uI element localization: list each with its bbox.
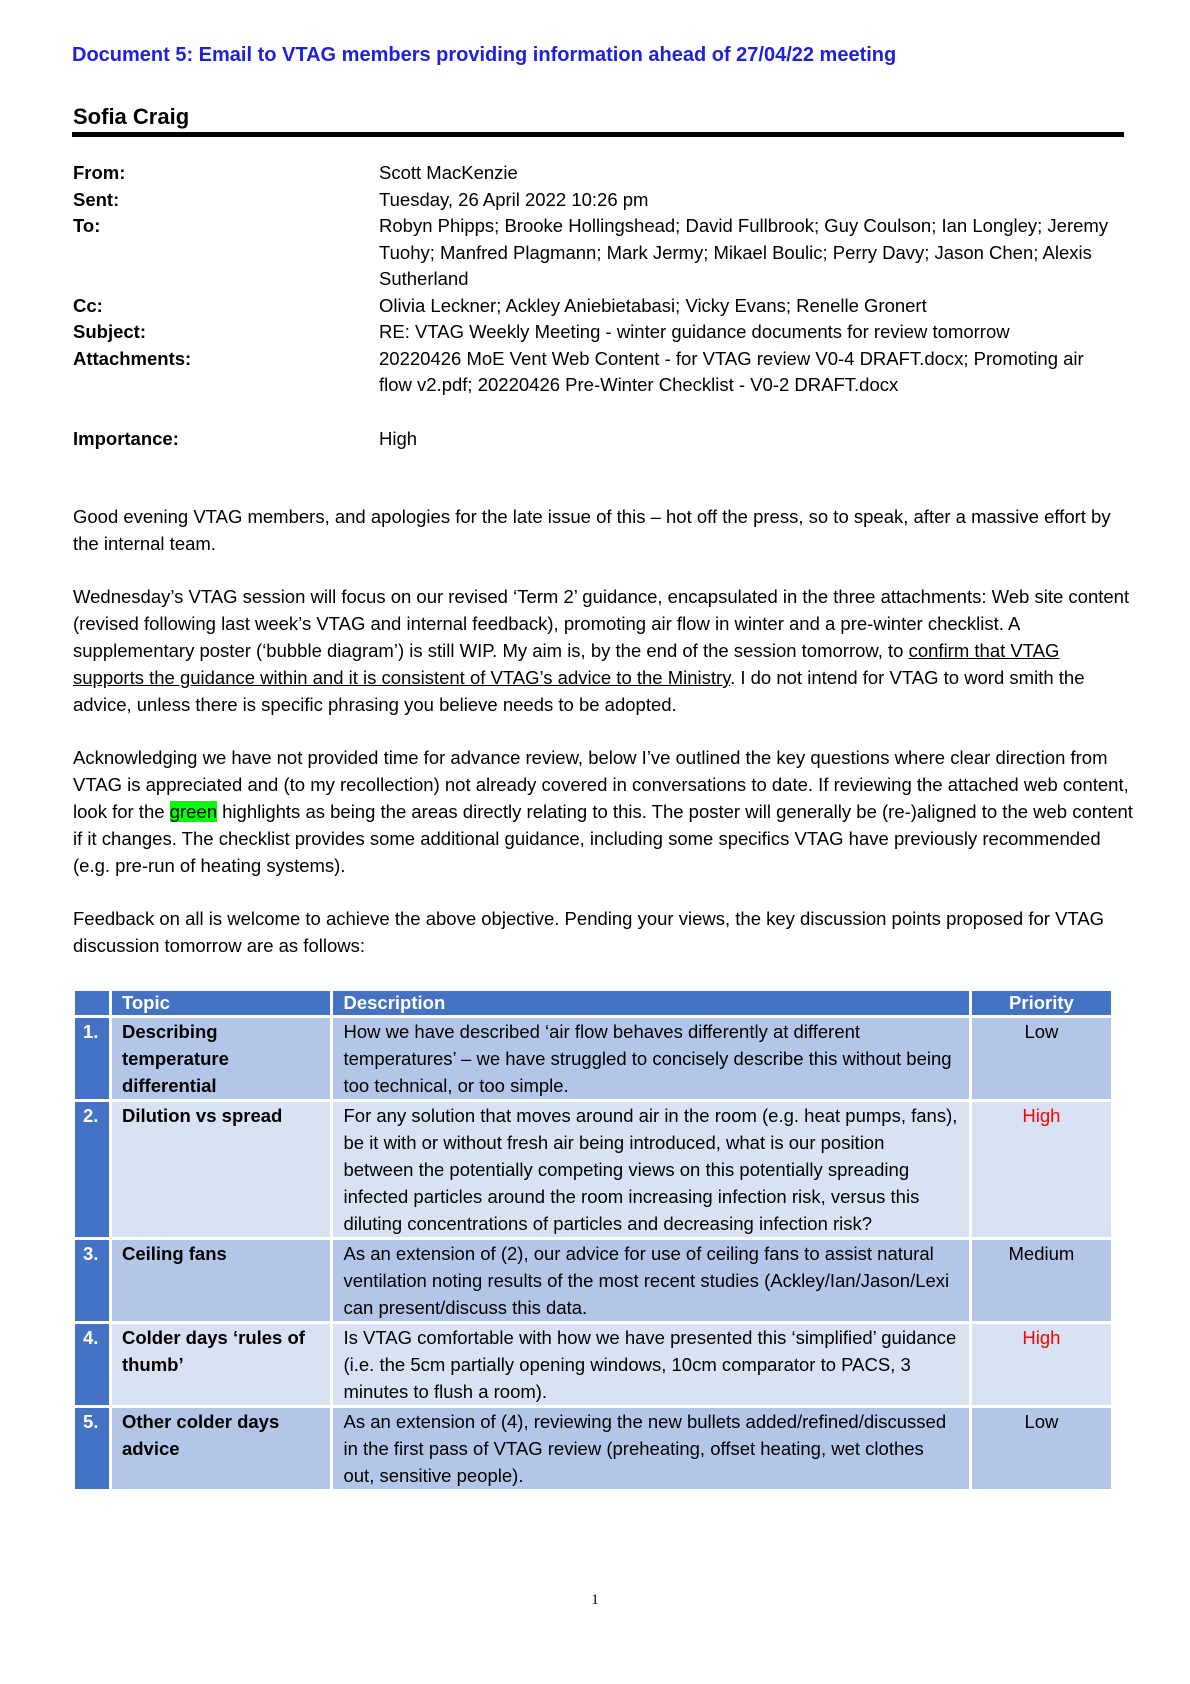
header-description: Description: [333, 991, 968, 1015]
row-priority: Medium: [972, 1240, 1111, 1321]
subject-label: Subject:: [73, 321, 146, 342]
discussion-points-table: [72, 988, 1114, 1492]
p3-text-b: highlights as being the areas directly relating to this. The poster will generally be (re-)aligned to the web content if it changes. The checklist provides some additional guidance, including some specifics VTAG have previously recommended (e.g. pre-run of heating systems).: [73, 801, 1133, 876]
document-title: Document 5: Email to VTAG members providing information ahead of 27/04/22 meeting: [72, 44, 897, 66]
row-number: 3.: [75, 1240, 109, 1321]
importance-row: [73, 426, 1133, 453]
attachments-row: [73, 346, 1133, 399]
table-row: [75, 1018, 1111, 1099]
row-priority: Low: [972, 1408, 1111, 1489]
row-topic: Ceiling fans: [112, 1240, 331, 1321]
table-row: [75, 1324, 1111, 1405]
table-row: [75, 1102, 1111, 1237]
email-body: [73, 503, 1133, 985]
sent-value: Tuesday, 26 April 2022 10:26 pm: [379, 188, 649, 210]
body-paragraph-4: Feedback on all is welcome to achieve the above objective. Pending your views, the key discussion points proposed for VTAG discussion tomorrow are as follows:: [73, 908, 1105, 956]
row-priority: High: [972, 1324, 1111, 1405]
importance-value: High: [379, 427, 418, 449]
sent-row: [73, 187, 1133, 214]
header-num: [75, 991, 109, 1015]
cc-value: Olivia Leckner; Ackley Aniebietabasi; Vicky Evans; Renelle Gronert: [379, 294, 927, 316]
subject-row: [73, 319, 1133, 346]
sender-name: Sofia Craig: [73, 104, 190, 129]
row-topic: Other colder days advice: [112, 1408, 331, 1489]
p2-underlined-aim: confirm that VTAG supports the guidance within and it is consistent of VTAG’s advice to the Ministry: [73, 640, 1060, 688]
table-row: [75, 1408, 1111, 1489]
sent-label: Sent:: [73, 188, 120, 210]
to-label: To:: [73, 215, 101, 236]
email-header: [73, 160, 1133, 452]
p2-text-b: . I do not intend for VTAG to word smith the advice, unless there is specific phrasing you believe needs to be adopted.: [73, 667, 1085, 715]
body-paragraph-2: [73, 583, 1133, 718]
body-paragraph-1: Good evening VTAG members, and apologies for the late issue of this – hot off the press, so to speak, after a massive effort by the internal team.: [73, 506, 1111, 554]
row-priority: Low: [972, 1018, 1111, 1099]
row-description: As an extension of (4), reviewing the new bullets added/refined/discussed in the first pass of VTAG review (preheating, offset heating, wet clothes out, sensitive people).: [333, 1408, 968, 1489]
header-priority: Priority: [972, 991, 1111, 1015]
table-row: [75, 1240, 1111, 1321]
row-description: How we have described ‘air flow behaves differently at different temperatures’ – we have struggled to concisely describe this without being too technical, or too simple.: [333, 1018, 968, 1099]
body-paragraph-3: [73, 744, 1133, 879]
attachments-value: 20220426 MoE Vent Web Content - for VTAG review V0-4 DRAFT.docx; Promoting air flow v2.pdf; 20220426 Pre-Winter Checklist - V0-2 DRAFT.docx: [379, 347, 1084, 395]
green-highlight: green: [169, 801, 217, 822]
row-number: 1.: [75, 1018, 109, 1099]
row-description: As an extension of (2), our advice for use of ceiling fans to assist natural ventilation noting results of the most recent studies (Ackley/Ian/Jason/Lexi can present/discuss this data.: [333, 1240, 968, 1321]
row-priority: High: [972, 1102, 1111, 1237]
attachments-label: Attachments:: [73, 347, 192, 369]
meta-spacer: [73, 399, 1133, 426]
page-number: 1: [591, 1592, 599, 1608]
cc-label: Cc:: [73, 294, 103, 316]
row-topic: Colder days ‘rules of thumb’: [112, 1324, 331, 1405]
header-topic: Topic: [112, 991, 331, 1015]
p3-text-a: Acknowledging we have not provided time for advance review, below I’ve outlined the key questions where clear direction from VTAG is appreciated and (to my recollection) not already covered in conversations to date. If reviewing the attached web content, look for the: [73, 747, 1129, 822]
from-value: Scott MacKenzie: [379, 162, 518, 183]
p2-text-a: Wednesday’s VTAG session will focus on our revised ‘Term 2’ guidance, encapsulated in the three attachments: Web site content (revised following last week’s VTAG and internal feedback), promoting air flow in winter and a pre-winter checklist. A supplementary poster (‘bubble diagram’) is still WIP. My aim is, by the end of the session tomorrow, to: [73, 586, 1130, 661]
table-header-row: [75, 991, 1111, 1015]
row-number: 4.: [75, 1324, 109, 1405]
row-number: 2.: [75, 1102, 109, 1237]
row-description: Is VTAG comfortable with how we have presented this ‘simplified’ guidance (i.e. the 5cm partially opening windows, 10cm comparator to PACS, 3 minutes to flush a room).: [333, 1324, 968, 1405]
row-number: 5.: [75, 1408, 109, 1489]
from-label: From:: [73, 162, 126, 183]
cc-row: [73, 293, 1133, 320]
row-description: For any solution that moves around air in the room (e.g. heat pumps, fans), be it with or without fresh air being introduced, what is our position between the potentially competing views on this potentially spreading infected particles around the room increasing infection risk, versus this diluting concentrations of particles and decreasing infection risk?: [333, 1102, 968, 1237]
row-topic: Describing temperature differential: [112, 1018, 331, 1099]
to-value: Robyn Phipps; Brooke Hollingshead; David Fullbrook; Guy Coulson; Ian Longley; Jeremy Tuohy; Manfred Plagmann; Mark Jermy; Mikael Boulic; Perry Davy; Jason Chen; Alexis Sutherland: [379, 215, 1109, 289]
header-rule: [72, 132, 1124, 137]
to-row: [73, 213, 1133, 293]
from-row: [73, 160, 1133, 187]
importance-label: Importance:: [73, 427, 179, 449]
subject-value: RE: VTAG Weekly Meeting - winter guidance documents for review tomorrow: [379, 321, 1010, 342]
row-topic: Dilution vs spread: [112, 1102, 331, 1237]
